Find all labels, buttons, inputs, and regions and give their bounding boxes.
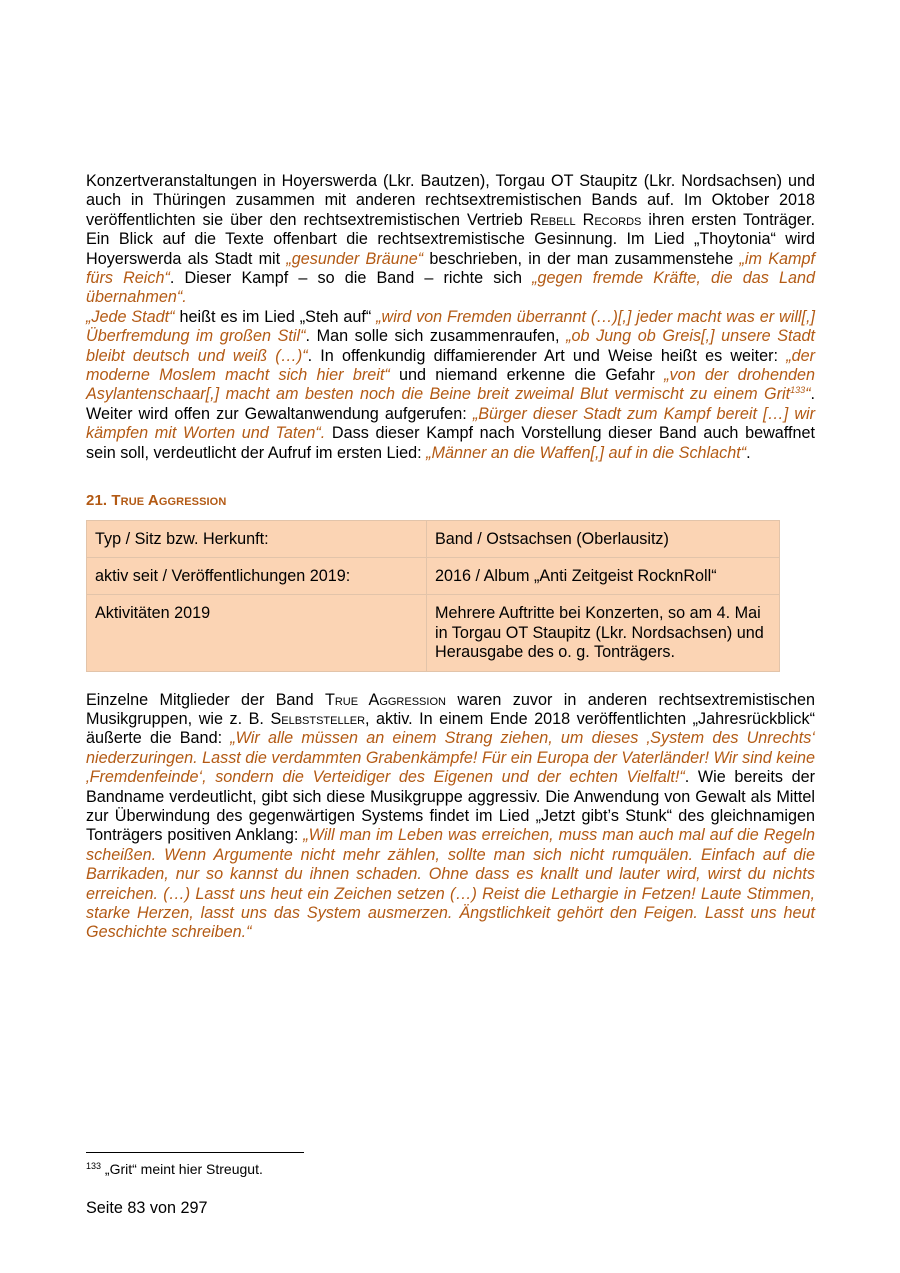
text: beschrieben, in der man zusammenstehe xyxy=(423,249,740,268)
band-name: Selbststeller xyxy=(270,709,366,728)
page-body xyxy=(86,172,815,943)
text: heißt es im Lied „Steh auf“ xyxy=(174,307,377,326)
table-row xyxy=(87,557,780,594)
info-table xyxy=(86,520,780,672)
paragraph-members xyxy=(86,691,815,943)
text: . Dieser Kampf – so die Band – richte sich xyxy=(169,269,533,288)
quote: „der moderne Moslem macht sich hier breit“ xyxy=(86,346,815,385)
text: . xyxy=(746,443,751,462)
quote: „im Kampf fürs Reich“ xyxy=(86,249,815,288)
text: . In offenkundig diffamierender Art und Weise heißt es weiter: xyxy=(307,346,787,365)
quote: „Bürger dieser Stadt zum Kampf bereit […] wir kämpfen mit Worten und Taten“. xyxy=(86,404,815,443)
quote: „von der drohenden Asylantenschaar[,] macht am besten noch die Beine breit zweimal Blut vermischt zu einem Grit xyxy=(86,366,815,404)
quote: „ob Jung ob Greis[,] unsere Stadt bleibt deutsch und weiß (…)“ xyxy=(86,327,816,365)
footnote-separator xyxy=(86,1152,304,1153)
section-heading: 21. True Aggression xyxy=(86,492,227,510)
table-cell-label: Typ / Sitz bzw. Herkunft: xyxy=(87,520,427,557)
quote: „Jede Stadt“ xyxy=(86,307,175,326)
paragraph-concerts xyxy=(86,172,815,308)
text: Konzertveranstaltungen in Hoyerswerda (Lkr. Bautzen), Torgau OT Staupitz (Lkr. Nordsachsen) und auch in Thüringen zusammen mit anderen rechtsextremistischen Bands auf. Im Oktober 2018 veröffentlichten sie über den rechtsextremistischen Vertrieb xyxy=(86,172,815,229)
quote: “ xyxy=(805,385,811,404)
quote: „Will man im Leben was erreichen, muss man auch mal auf die Regeln scheißen. Wenn Argumente nicht mehr zählen, sollte man sich nicht rumquälen. Einfach auf die Barrikaden, nur so kannst du ihnen schaden. Ohne dass es knallt und lauter wird, wirst du nichts erreichen. (…) Lasst uns heut ein Zeichen setzen (…) Reist die Lethargie in Fetzen! Laute Stimmen, starke Herzen, lasst uns das System ausmerzen. Ängstlichkeit gehört den Feigen. Lasst uns heut Geschichte schreiben.“ xyxy=(86,826,815,942)
text: . Man solle sich zusammenraufen, xyxy=(305,327,567,346)
band-name: True Aggression xyxy=(324,690,446,709)
footnote-number: 133 xyxy=(86,1161,102,1171)
footnote-ref[interactable]: 133 xyxy=(790,385,806,396)
text: , aktiv. In einem Ende 2018 veröffentlichten „Jahresrückblick“ äußerte die Band: xyxy=(86,709,815,748)
quote: „Wir alle müssen an einem Strang ziehen, um dieses ‚System des Unrechts‘ niederzuringen. Lasst die verdammten Grabenkämpfe! Für ein Europa der Vaterländer! Wir sind keine ‚Fremdenfeinde‘, sondern die Verteidiger des Eigenen und der echten Vielfalt!“ xyxy=(86,729,815,787)
table-cell-value: Mehrere Auftritte bei Konzerten, so am 4. Mai in Torgau OT Staupitz (Lkr. Nordsachsen) und Herausgabe des o. g. Tonträgers. xyxy=(427,595,780,671)
footnote xyxy=(86,1161,263,1178)
text: Einzelne Mitglieder der Band xyxy=(86,690,325,709)
table-row xyxy=(87,595,780,671)
footnote-text: „Grit“ meint hier Streugut. xyxy=(101,1161,263,1177)
text: waren zuvor in anderen rechtsextremistischen Musikgruppen, wie z. B. xyxy=(86,690,815,728)
table-row xyxy=(87,520,780,557)
label-vertrieb: Rebell Records xyxy=(529,210,642,229)
quote: „gegen fremde Kräfte, die das Land übernahmen“. xyxy=(86,269,815,307)
text: Dass dieser Kampf nach Vorstellung dieser Band auch bewaffnet sein soll, verdeutlicht der Aufruf im ersten Lied: xyxy=(86,424,815,462)
quote: „gesunder Bräune“ xyxy=(286,249,424,268)
text: ihren ersten Tonträger. Ein Blick auf die Texte offenbart die rechtsextremistische Gesinnung. Im Lied „Thoytonia“ wird Hoyerswerda als Stadt mit xyxy=(86,210,815,268)
paragraph-lyrics xyxy=(86,308,815,463)
text: . Weiter wird offen zur Gewaltanwendung aufgerufen: xyxy=(86,385,815,423)
text: und niemand erkenne die Gefahr xyxy=(389,366,665,385)
table-cell-label: aktiv seit / Veröffentlichungen 2019: xyxy=(87,557,427,594)
table-cell-label: Aktivitäten 2019 xyxy=(87,595,427,671)
table-cell-value: 2016 / Album „Anti Zeitgeist RocknRoll“ xyxy=(427,557,780,594)
quote: „Männer an die Waffen[,] auf in die Schlacht“ xyxy=(426,443,747,462)
table-cell-value: Band / Ostsachsen (Oberlausitz) xyxy=(427,520,780,557)
quote: „wird von Fremden überrannt (…)[,] jeder macht was er will[,] Überfremdung im großen Stil“ xyxy=(86,307,816,346)
text: . Wie bereits der Bandname verdeutlicht, gibt sich diese Musikgruppe aggressiv. Die Anwendung von Gewalt als Mittel zur Überwindung des gegenwärtigen Systems findet im Lied „Jetzt gibt’s Stunk“ des gleichnamigen Tonträgers positiven Anklang: xyxy=(86,768,815,845)
page-number: Seite 83 von 297 xyxy=(86,1199,208,1217)
